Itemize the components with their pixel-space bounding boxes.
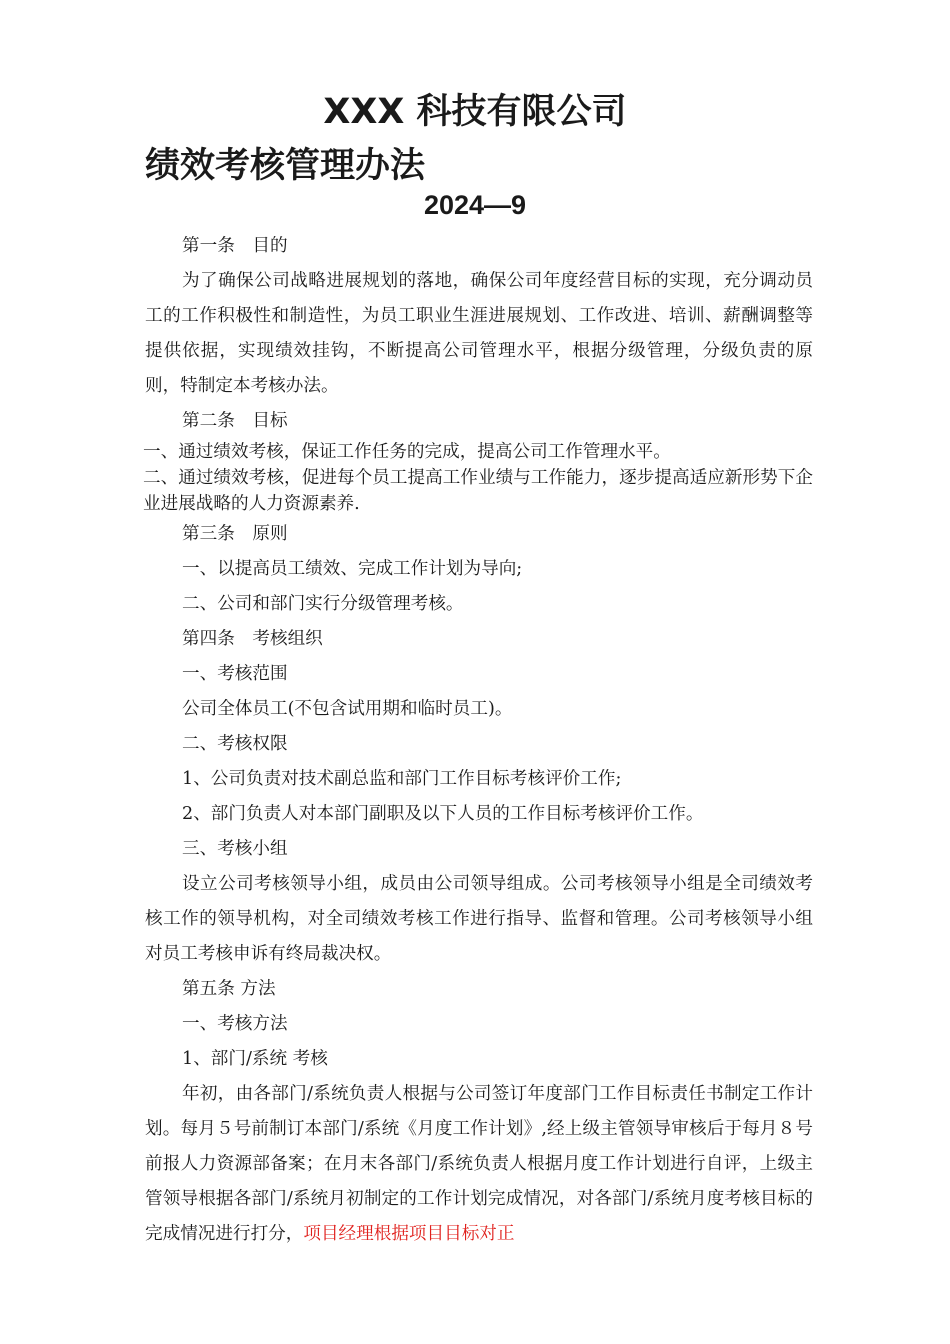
paragraph: 公司全体员工(不包含试用期和临时员工)。 (182, 699, 513, 719)
paragraph: 1、公司负责对技术副总监和部门工作目标考核评价工作; (182, 769, 622, 789)
article-heading: 第四条 考核组织 (182, 629, 323, 649)
document-body (145, 229, 813, 1252)
paragraph: 设立公司考核领导小组，成员由公司领导组成。公司考核领导小组是全司绩效考核工作的领导机构，对全司绩效考核工作进行指导、监督和管理。公司考核领导小组对员工考核申诉有终局裁决权。 (145, 874, 813, 964)
paragraph: 2、部门负责人对本部门副职及以下人员的工作目标考核评价工作。 (182, 804, 704, 824)
section-heading: 一、考核范围 (182, 664, 288, 684)
section-heading: 一、考核方法 (182, 1014, 288, 1034)
document-date: 2024—9 (423, 190, 527, 220)
paragraph: 二、公司和部门实行分级管理考核。 (182, 594, 464, 614)
paragraph: 为了确保公司战略进展规划的落地，确保公司年度经营目标的实现，充分调动员工的工作积极性和制造性，为员工职业生涯进展规划、工作改进、培训、薪酬调整等提供依据，实现绩效挂钩，不断提高公司管理水平，根据分级管理，分级负责的原则，特制定本考核办法。 (145, 271, 813, 396)
article-heading: 第五条 方法 (182, 979, 276, 999)
paragraph (145, 1077, 813, 1252)
article-heading: 第二条 目标 (182, 411, 288, 431)
paragraph-text: 年初，由各部门/系统负责人根据与公司签订年度部门工作目标责任书制定工作计划。每月５号前制订本部门/系统《月度工作计划》,经上级主管领导审核后于每月８号前报人力资源部备案；在月末各部门/系统负责人根据月度工作计划进行自评，上级主管领导根据各部门/系统月初制定的工作计划完成情况，对各部门/系统月度考核目标的完成情况进行打分， (145, 1084, 813, 1244)
paragraph: 一、以提高员工绩效、完成工作计划为导向; (182, 559, 523, 579)
document-title: 绩效考核管理办法 (145, 146, 426, 186)
article-heading: 第一条 目的 (182, 236, 288, 256)
company-name: XXX 科技有限公司 (323, 92, 627, 132)
highlighted-text: 项目经理根据项目目标对正 (303, 1224, 515, 1244)
paragraph: 一、通过绩效考核，保证工作任务的完成，提高公司工作管理水平。 (143, 442, 671, 462)
section-heading: 1、部门/系统 考核 (182, 1049, 328, 1069)
section-heading: 三、考核小组 (182, 839, 288, 859)
article-heading: 第三条 原则 (182, 524, 288, 544)
section-heading: 二、考核权限 (182, 734, 288, 754)
paragraph: 二、通过绩效考核，促进每个员工提高工作业绩与工作能力，逐步提高适应新形势下企业进展战略的人力资源素养. (143, 468, 813, 514)
